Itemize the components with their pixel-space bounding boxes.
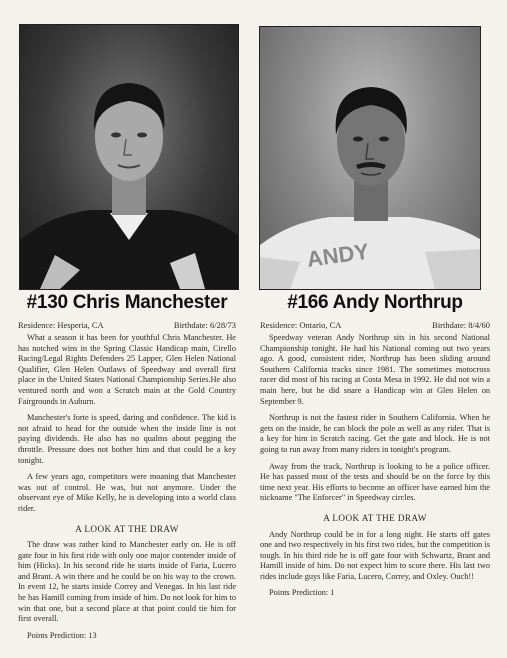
residence: Residence: Hesperia, CA — [18, 320, 104, 330]
rider-bio — [260, 333, 490, 599]
draw-paragraph: Andy Northrup could be in for a long night. He starts off gates one and two respectively in his first two rides, but the competition is tough. In his third ride he is off gate four with Schwartz, Brant and Hamill inside of him. Do not expect him to score there. His last two rides include guys like Faria, Lucero, Correy, and Oxley. Ouch!! — [260, 529, 490, 581]
bio-paragraph: Manchester's forte is speed, daring and confidence. The kid is not afraid to head for the outside when the inside line is not paying dividends. He also has no qualms about pegging the throttle. Pressure does not bother him and that could be a key tonight. — [18, 413, 236, 465]
points-prediction: Points Prediction: 1 — [269, 588, 335, 598]
rider-name: #166 Andy Northrup — [287, 292, 463, 313]
residence: Residence: Ontario, CA — [260, 320, 342, 330]
rider-photo-manchester — [19, 24, 239, 290]
points-prediction: Points Prediction: 13 — [27, 630, 97, 640]
portrait-silhouette — [260, 27, 480, 289]
bio-paragraph: What a season it has been for youthful Chris Manchester. He has notched wins in the Spring Classic Handicap main, Cirello Racing/Legal Rights Defenders 25 Lapper, Glen Helen National Qualifier, Glen Helen Outlaws of Speedway and overall first place in the United States National Championship Series.He also ventured north and won a Scratch main at the Gold Country Fairgrounds in Auburn. — [18, 333, 236, 406]
draw-paragraph: The draw was rather kind to Manchester early on. He is off gate four in his first ride with only one major contender inside of him (Hicks). In his second ride he starts inside of Faria, Lucero and Brant. A win there and he could be on his way to the crown. In event 12, he starts inside Correy and Venegas. In his last ride he has Hamill coming from inside of him. Do not look for him to win that one, but a second place at that point could tie him for first overall. — [18, 540, 236, 624]
draw-heading: A LOOK AT THE DRAW — [75, 523, 179, 534]
draw-heading: A LOOK AT THE DRAW — [323, 512, 427, 523]
rider-bio — [18, 333, 236, 641]
birthdate: Birthdate: 6/28/73 — [173, 320, 236, 330]
rider-meta — [18, 320, 236, 330]
rider-photo-northrup — [259, 26, 481, 290]
portrait-silhouette — [20, 25, 238, 289]
bio-paragraph: Away from the track, Northrup is looking to be a police officer. He has passed most of the tests and should be on the force by this time next year. His efforts to become an officer have earned him the nickname "The Enforcer" in Speedway circles. — [260, 461, 490, 503]
birthdate: Birthdate: 8/4/60 — [432, 320, 490, 330]
rider-name: #130 Chris Manchester — [26, 292, 228, 313]
rider-meta — [260, 320, 490, 330]
jersey-lettering: ANDY — [305, 238, 371, 272]
bio-paragraph: A few years ago, competitors were moaning that Manchester was out of control. He was, but not anymore. Under the observant eye of Mike Kelly, he is developing into a world class rider. — [18, 472, 236, 513]
bio-paragraph: Northrup is not the fastest rider in Southern California. When he gets on the inside, he can block the pole as well as any rider. That is a key for him in Scratch racing. Get the gate and block. He is not going to run away from many riders in tonight's program. — [260, 413, 490, 454]
bio-paragraph: Speedway veteran Andy Northrup sits in his second National Championship tonight. He had his National coming out two years ago. A good, consistent rider, Northrup has been sliding around Southern California tracks since 1981. The sometimes motocross racer did most of his racing at Costa Mesa in 1992. He did not win a main here, but he did snare a Handicap win at Glen Helen on September 9. — [260, 333, 490, 406]
